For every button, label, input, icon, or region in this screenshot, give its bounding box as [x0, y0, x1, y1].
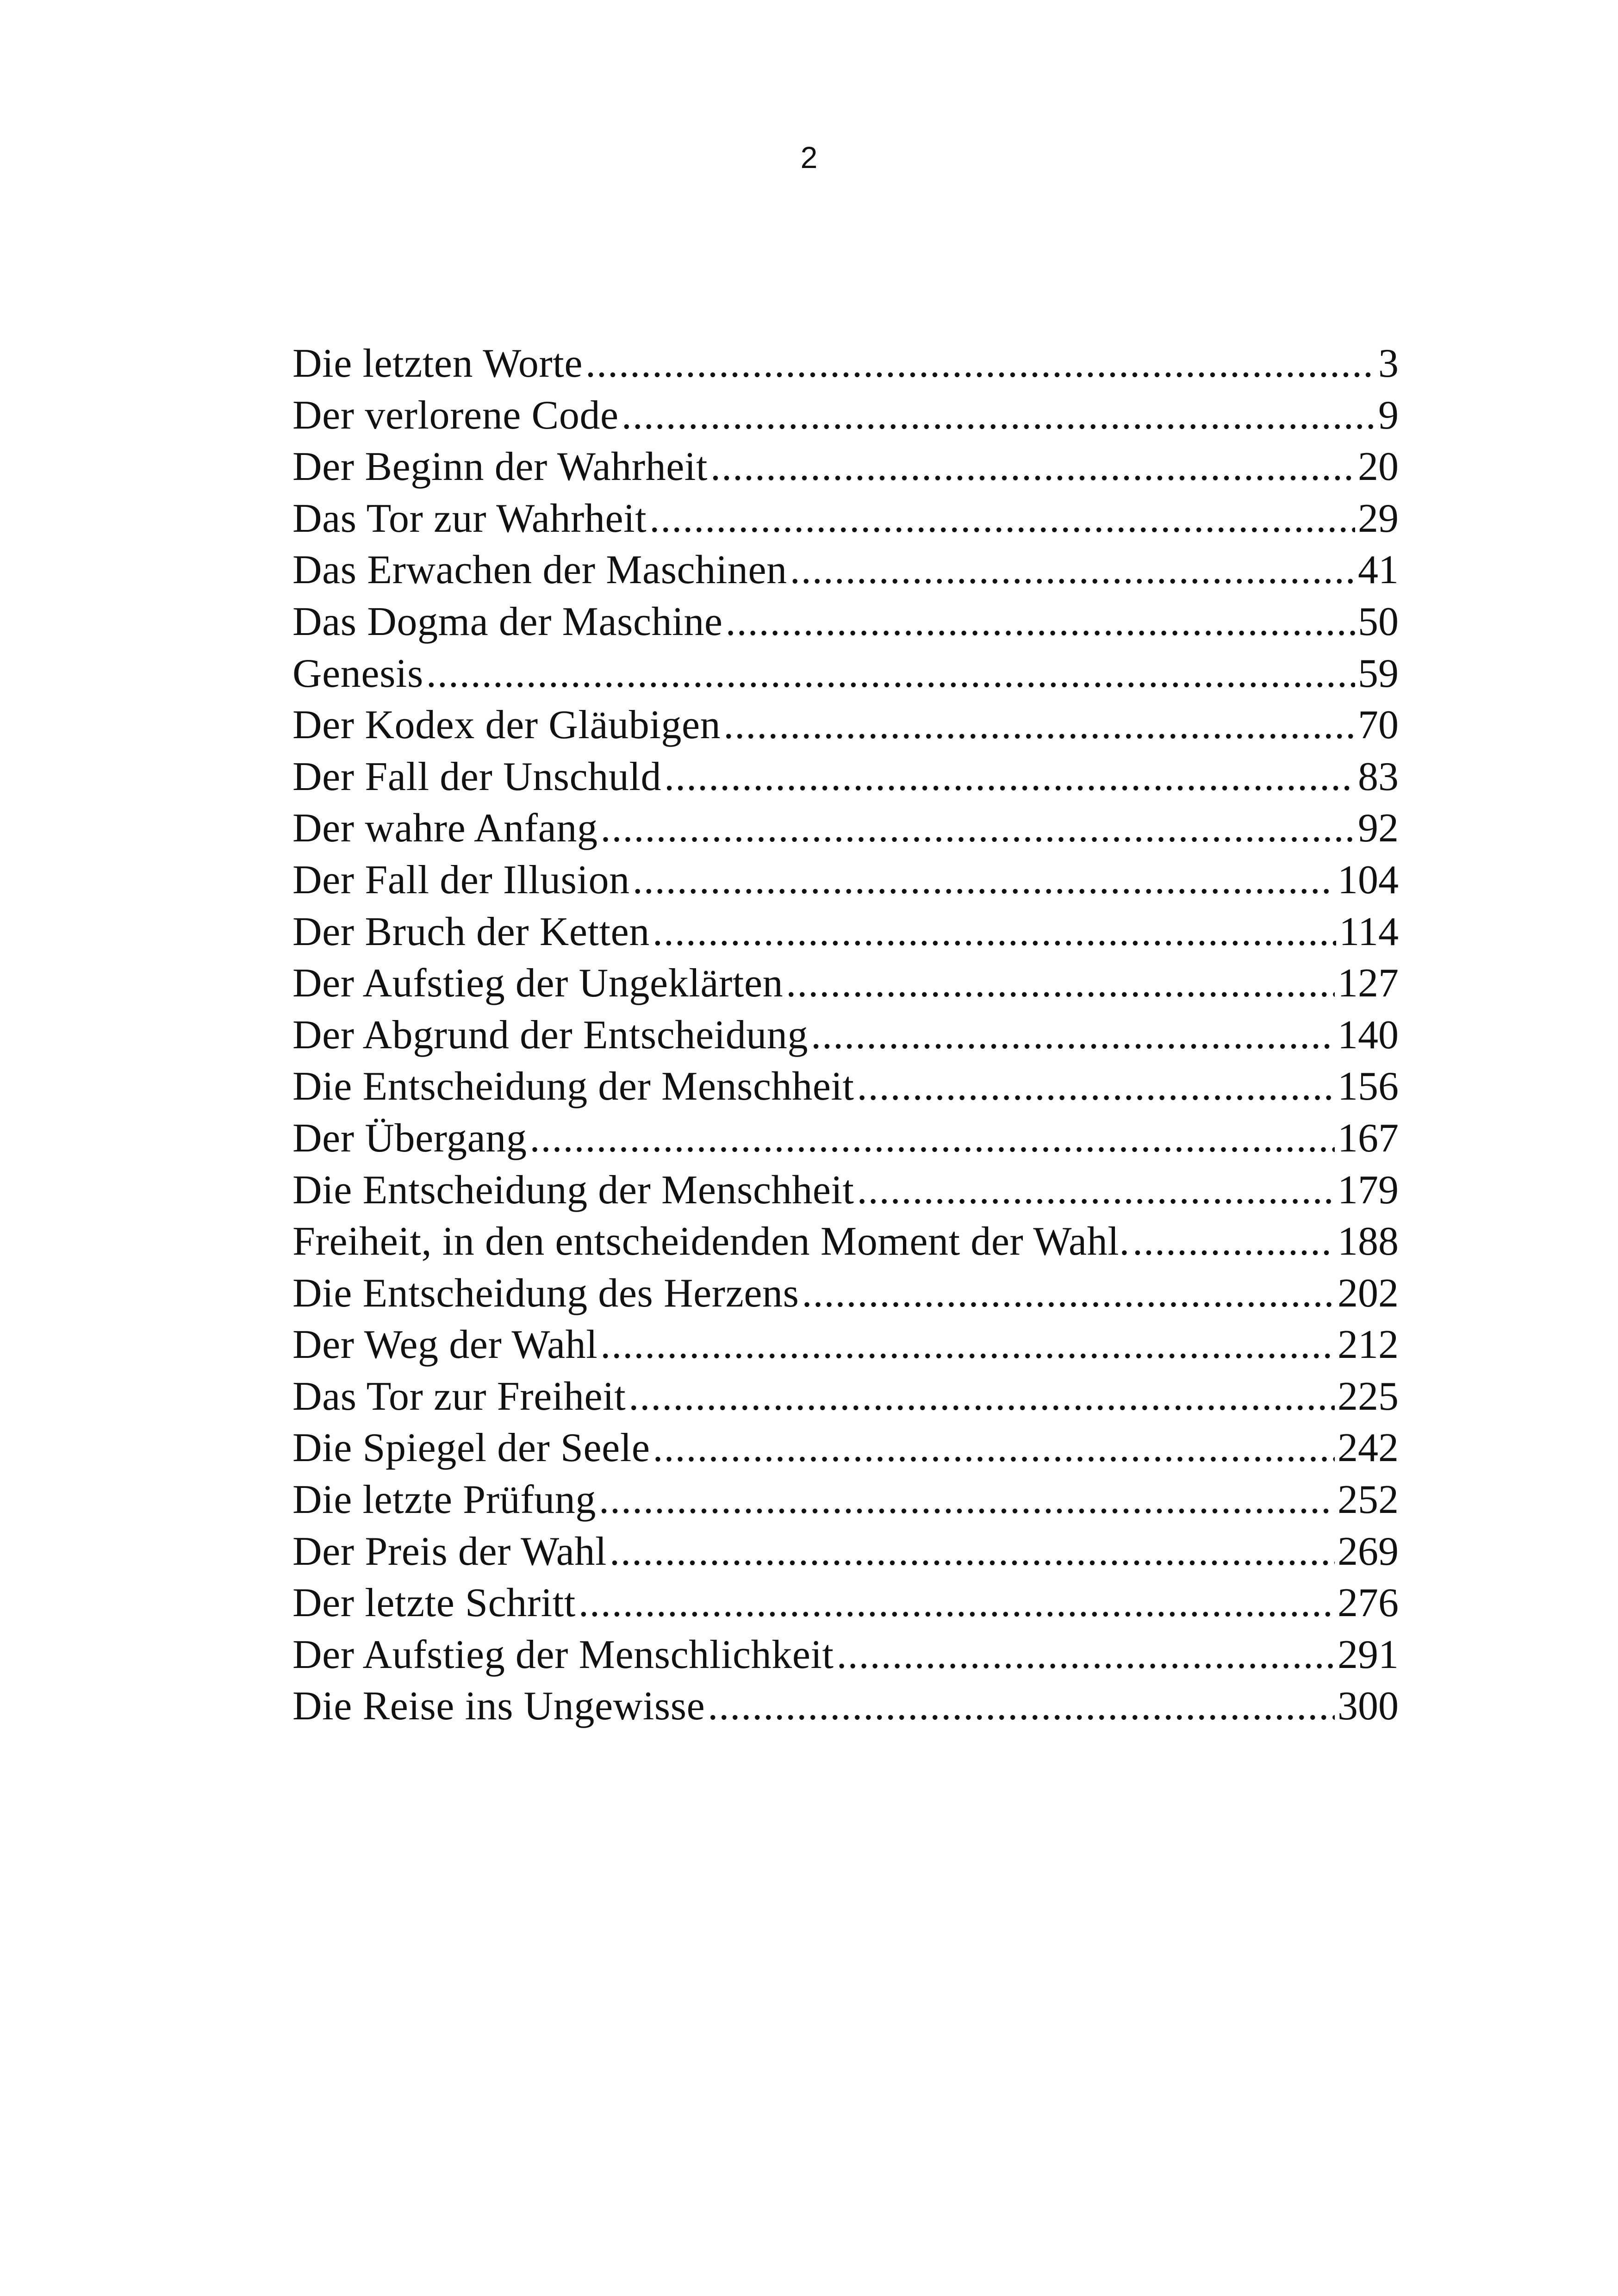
toc-entry-page: 127 — [1338, 961, 1399, 1006]
toc-entry-title: Der Fall der Unschuld — [292, 754, 662, 799]
toc-dot-leader — [629, 1371, 1335, 1423]
toc-entry-page: 104 — [1338, 857, 1399, 902]
toc-entry-page: 20 — [1358, 444, 1399, 490]
toc-entry — [292, 338, 1399, 390]
toc-entry-title: Der Abgrund der Entscheidung — [292, 1012, 809, 1058]
toc-entry-page: 83 — [1358, 754, 1399, 799]
toc-dot-leader — [857, 1061, 1335, 1113]
toc-entry-title: Die letzte Prüfung — [292, 1477, 596, 1523]
toc-entry-title: Der Beginn der Wahrheit — [292, 444, 708, 490]
toc-entry-page: 29 — [1358, 496, 1399, 541]
toc-entry-title: Freiheit, in den entscheidenden Moment der Wahl. — [292, 1219, 1130, 1264]
toc-entry-page: 179 — [1338, 1167, 1399, 1213]
toc-entry — [292, 1113, 1399, 1164]
toc-entry — [292, 1268, 1399, 1319]
toc-entry-title: Das Tor zur Wahrheit — [292, 496, 647, 541]
table-of-contents — [292, 338, 1399, 1732]
toc-entry — [292, 544, 1399, 596]
toc-entry-title: Die Entscheidung der Menschheit — [292, 1064, 854, 1109]
toc-entry-title: Genesis — [292, 651, 423, 696]
toc-entry — [292, 441, 1399, 493]
toc-dot-leader — [622, 390, 1375, 442]
toc-entry-title: Der verlorene Code — [292, 392, 619, 438]
toc-entry-title: Die Entscheidung des Herzens — [292, 1270, 799, 1316]
toc-entry — [292, 1371, 1399, 1423]
toc-entry-page: 92 — [1358, 806, 1399, 851]
toc-dot-leader — [601, 803, 1355, 854]
toc-entry — [292, 803, 1399, 854]
toc-entry-page: 50 — [1358, 599, 1399, 644]
toc-entry-page: 3 — [1378, 341, 1399, 386]
toc-entry-title: Der Bruch der Ketten — [292, 909, 650, 954]
toc-entry — [292, 1629, 1399, 1681]
toc-entry-page: 276 — [1338, 1580, 1399, 1626]
toc-entry-page: 225 — [1338, 1374, 1399, 1419]
toc-entry-title: Der Aufstieg der Ungeklärten — [292, 961, 784, 1006]
toc-entry — [292, 699, 1399, 751]
toc-dot-leader — [653, 1422, 1335, 1474]
toc-entry-title: Die Reise ins Ungewisse — [292, 1684, 705, 1729]
toc-entry-page: 188 — [1338, 1219, 1399, 1264]
toc-entry-title: Die letzten Worte — [292, 341, 583, 386]
toc-entry-title: Die Entscheidung der Menschheit — [292, 1167, 854, 1213]
toc-dot-leader — [600, 1319, 1335, 1371]
toc-entry — [292, 493, 1399, 545]
toc-dot-leader — [790, 544, 1355, 596]
toc-dot-leader — [710, 441, 1355, 493]
toc-dot-leader — [610, 1526, 1335, 1578]
toc-entry — [292, 958, 1399, 1009]
toc-entry-title: Der Fall der Illusion — [292, 857, 630, 902]
toc-dot-leader — [857, 1164, 1335, 1216]
toc-dot-leader — [708, 1680, 1335, 1732]
toc-entry-page: 300 — [1338, 1684, 1399, 1729]
toc-entry-title: Das Erwachen der Maschinen — [292, 548, 787, 593]
toc-entry-title: Das Dogma der Maschine — [292, 599, 723, 644]
toc-dot-leader — [599, 1474, 1335, 1526]
toc-entry — [292, 1164, 1399, 1216]
toc-entry-page: 167 — [1338, 1115, 1399, 1161]
toc-entry — [292, 854, 1399, 906]
toc-entry-title: Der Übergang — [292, 1115, 527, 1161]
toc-dot-leader — [802, 1268, 1335, 1319]
toc-entry-page: 156 — [1338, 1064, 1399, 1109]
toc-entry — [292, 1061, 1399, 1113]
toc-entry — [292, 596, 1399, 648]
toc-dot-leader — [726, 596, 1355, 648]
toc-entry — [292, 751, 1399, 803]
toc-dot-leader — [1133, 1216, 1335, 1268]
toc-entry — [292, 1422, 1399, 1474]
toc-dot-leader — [664, 751, 1355, 803]
toc-entry-title: Der Kodex der Gläubigen — [292, 703, 721, 748]
toc-entry-page: 269 — [1338, 1529, 1399, 1574]
toc-entry-title: Der Preis der Wahl — [292, 1529, 607, 1574]
toc-entry-title: Die Spiegel der Seele — [292, 1425, 650, 1471]
toc-dot-leader — [530, 1113, 1335, 1164]
toc-dot-leader — [653, 906, 1336, 958]
toc-entry-title: Der letzte Schritt — [292, 1580, 576, 1626]
toc-entry — [292, 1216, 1399, 1268]
toc-entry — [292, 1319, 1399, 1371]
toc-entry-title: Der wahre Anfang — [292, 806, 598, 851]
page-number: 2 — [800, 140, 818, 174]
toc-entry-page: 114 — [1339, 909, 1399, 954]
toc-dot-leader — [633, 854, 1335, 906]
toc-entry-page: 59 — [1358, 651, 1399, 696]
toc-entry-title: Der Aufstieg der Menschlichkeit — [292, 1632, 834, 1677]
toc-dot-leader — [579, 1577, 1335, 1629]
toc-entry-title: Das Tor zur Freiheit — [292, 1374, 626, 1419]
toc-entry-page: 9 — [1378, 392, 1399, 438]
toc-entry-page: 242 — [1338, 1425, 1399, 1471]
toc-dot-leader — [426, 648, 1355, 700]
toc-entry — [292, 1526, 1399, 1578]
toc-entry — [292, 1577, 1399, 1629]
toc-entry-page: 140 — [1338, 1012, 1399, 1058]
toc-entry — [292, 1009, 1399, 1061]
toc-entry — [292, 906, 1399, 958]
toc-dot-leader — [723, 699, 1355, 751]
toc-dot-leader — [811, 1009, 1335, 1061]
toc-entry-title: Der Weg der Wahl — [292, 1322, 598, 1368]
toc-entry-page: 70 — [1358, 703, 1399, 748]
toc-entry — [292, 648, 1399, 700]
toc-entry — [292, 390, 1399, 442]
toc-entry — [292, 1680, 1399, 1732]
toc-entry-page: 291 — [1338, 1632, 1399, 1677]
toc-dot-leader — [786, 958, 1335, 1009]
toc-entry-page: 212 — [1338, 1322, 1399, 1368]
toc-entry — [292, 1474, 1399, 1526]
toc-entry-page: 202 — [1338, 1270, 1399, 1316]
toc-dot-leader — [585, 338, 1375, 390]
toc-dot-leader — [837, 1629, 1335, 1681]
toc-entry-page: 252 — [1338, 1477, 1399, 1523]
toc-dot-leader — [649, 493, 1355, 545]
toc-entry-page: 41 — [1358, 548, 1399, 593]
